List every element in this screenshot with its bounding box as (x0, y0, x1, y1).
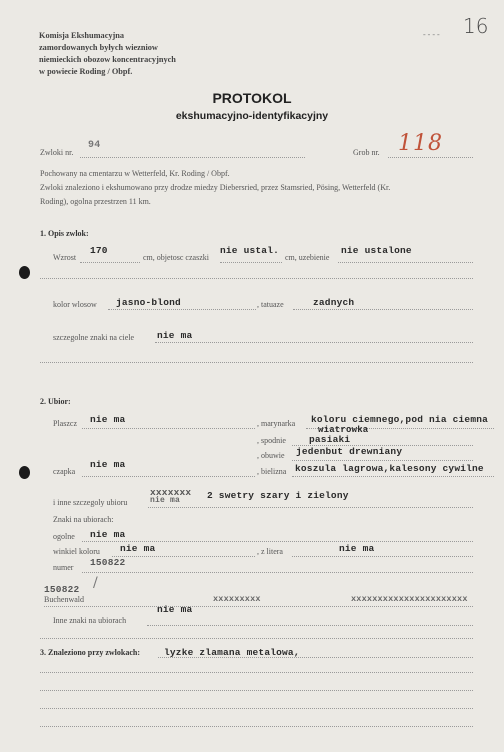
znaki-cialo-value: nie ma (157, 330, 193, 341)
header-line-4: w powiecie Roding / Obpf. (39, 67, 133, 76)
spodnie-label: , spodnie (257, 436, 286, 445)
ogolne-value: nie ma (90, 529, 126, 540)
header-line-3: niemieckich obozow koncentracyjnych (39, 55, 176, 64)
page-number: 16 (463, 14, 489, 38)
wzrost-label: Wzrost (53, 253, 77, 262)
zwloki-value: 94 (88, 140, 101, 151)
czapka-label: czapka (53, 467, 76, 476)
section-3-heading: 3. Znaleziono przy zwlokach: (40, 648, 140, 657)
tatuaze-label: , tatuaze (257, 300, 284, 309)
znaki-cialo-label: szczegolne znaki na ciele (53, 333, 135, 342)
punch-hole-top (19, 266, 30, 279)
wzrost-value: 170 (90, 245, 108, 256)
winkiel-label: winkiel koloru (53, 547, 100, 556)
litera-value: nie ma (339, 543, 375, 554)
litera-label: , z litera (257, 547, 283, 556)
section-3-value: lyzke zlamana metalowa, (164, 647, 300, 658)
wiatrowka-value: wiatrowka (318, 425, 369, 435)
marynarka-label: , marynarka (257, 419, 296, 428)
grob-value: 118 (398, 131, 443, 156)
spodnie-value: pasiaki (309, 434, 351, 445)
winkiel-value: nie ma (120, 543, 156, 554)
page-subtitle: ekshumacyjno-identyfikacyjny (175, 110, 329, 122)
header-line-1: Komisja Ekshumacyjna (39, 31, 125, 40)
obuwie-label: , obuwie (257, 451, 285, 460)
czapka-value: nie ma (90, 459, 126, 470)
inne-ubior-struck: xxxxxxx (150, 487, 192, 498)
intro-line-3: Roding), ogolna przestrzen 11 km. (40, 197, 151, 206)
punch-hole-bottom (19, 466, 30, 479)
ogolne-label: ogolne (53, 532, 75, 541)
tatuaze-value: zadnych (313, 297, 355, 308)
struck-text-1: xxxxxxxxx (213, 594, 261, 604)
slash-mark: / (93, 575, 98, 591)
page-title: PROTOKOL (212, 90, 292, 106)
inne-ubior-label: i inne szczegoly ubioru (53, 498, 128, 507)
zwloki-label: Zwloki nr. (40, 148, 74, 157)
section-1-heading: 1. Opis zwlok: (40, 229, 89, 238)
struck-text-2: xxxxxxxxxxxxxxxxxxxxxx (351, 594, 468, 604)
uzebienie-value: nie ustalone (341, 245, 412, 256)
grob-label: Grob nr. (353, 148, 380, 157)
plaszcz-value: nie ma (90, 414, 126, 425)
intro-line-2: Zwloki znaleziono i ekshumowano przy drodze miedzy Diebersried, przez Stamsried, Pösing, Wetterfeld (Kr. (40, 183, 391, 192)
bielizna-label: , bielizna (257, 467, 287, 476)
inne-ubior-value: 2 swetry szary i zielony (207, 490, 349, 501)
marynarka-value: koloru ciemnego,pod nia ciemna (311, 414, 489, 425)
bielizna-value: koszula lagrowa,kalesony cywilne (295, 463, 484, 474)
znaki-ubiory-label: Znaki na ubiorach: (53, 515, 114, 524)
cm-label-1: cm, objetosc czaszki (143, 253, 209, 262)
inne-znaki-label: Inne znaki na ubiorach (53, 616, 127, 625)
section-2-heading: 2. Ubior: (40, 397, 71, 406)
commission-header (39, 30, 176, 78)
header-line-2: zamordowanych byłych wiezniow (39, 43, 158, 52)
numer-label: numer (53, 563, 74, 572)
intro-line-1: Pochowany na cmentarzu w Wetterfeld, Kr. Roding / Obpf. (40, 169, 230, 178)
plaszcz-label: Plaszcz (53, 419, 77, 428)
wlosy-label: kolor wlosow (53, 300, 97, 309)
buchenwald-label: Buchenwald (44, 595, 84, 604)
number-repeat: 150822 (44, 584, 80, 595)
inne-znaki-value: nie ma (157, 604, 193, 615)
cm-label-2: cm, uzebienie (285, 253, 330, 262)
numer-value: 150822 (90, 557, 126, 568)
czaszka-value: nie ustal. (220, 245, 280, 256)
inne-ubior-over: nie ma (150, 496, 181, 505)
dash-mark: - - - - (423, 30, 440, 39)
obuwie-value: jedenbut drewniany (296, 446, 403, 457)
wlosy-value: jasno-blond (116, 297, 181, 308)
